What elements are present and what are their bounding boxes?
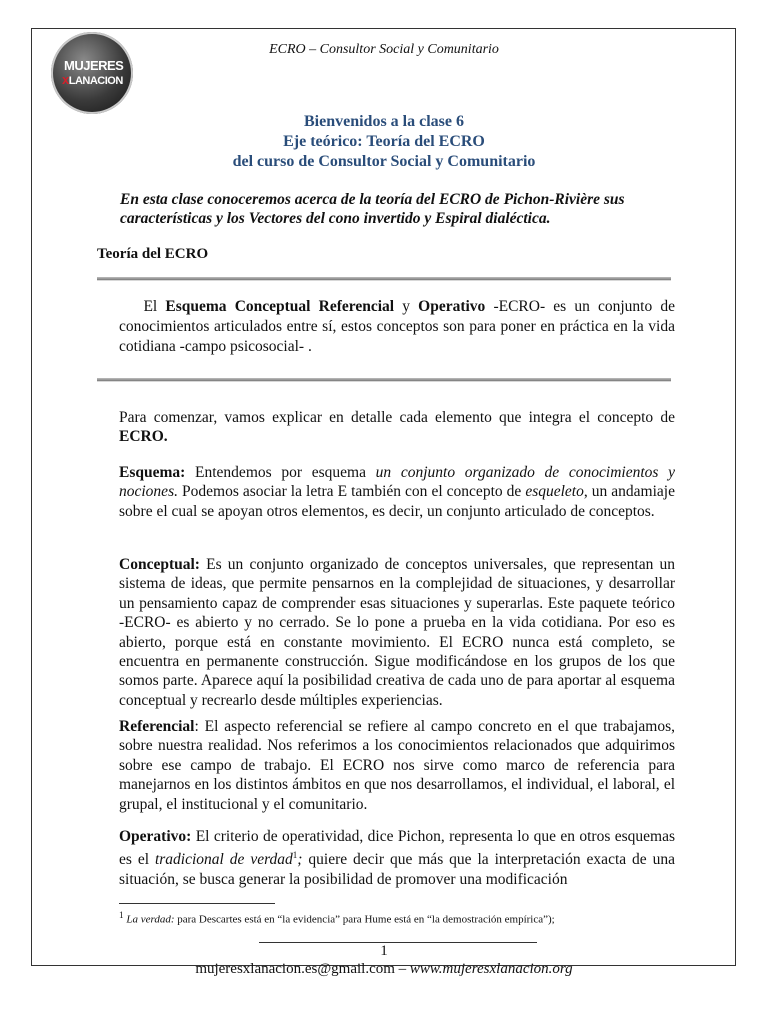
paragraph-conceptual: Conceptual: Es un conjunto organizado de conceptos universales, que representan un sistema de ideas, que permite pensarnos en la complejidad de situaciones, y desarrollar un pensamiento capaz de comprender esas situaciones y superarlas. Este paquete teórico -ECRO- es abierto y no cerrado. Se lo pone a prueba en la vida cotidiana. Por eso es abierto, porque está en constante movimiento. El ECRO nunca está completo, se encuentra en permanente construcción. Sigue modificándose en los grupos de los que somos parte. Aparece aquí la posibilidad creativa de cada uno de para aportar al esquema conceptual y recrearlo desde múltiples experiencias.: [119, 556, 675, 709]
title-line-2: Eje teórico: Teoría del ECRO: [283, 133, 485, 150]
intro-paragraph: En esta clase conoceremos acerca de la teoría del ECRO de Pichon-Rivière sus características y los Vectores del cono invertido y Espiral dialéctica.: [120, 191, 625, 227]
page-header-title: ECRO – Consultor Social y Comunitario: [269, 42, 499, 57]
footer-email[interactable]: mujeresxlanacion.es@gmail.com: [195, 961, 395, 977]
page-footer: mujeresxlanacion.es@gmail.com – www.mujeresxlanacion.org: [195, 961, 573, 977]
footnote-separator: [119, 903, 275, 904]
paragraph-referencial: Referencial: El aspecto referencial se refiere al campo concreto en el que trabajamos, sobre nuestra realidad. Nos referimos a los conocimientos relacionados que adquirimos sobre ese campo de trabajo. El ECRO nos sirve como marco de referencia para manejarnos en los distintos ámbitos en que nos desarrollamos, el individual, el laboral, el grupal, el institucional y el comunitario.: [119, 718, 675, 813]
page-number: 1: [380, 943, 388, 959]
footnote: $^1$ La verdad: para Descartes está en “la evidencia” para Hume está en “la demostración empírica”);: [119, 910, 555, 926]
footer-url[interactable]: www.mujeresxlanacion.org: [409, 961, 573, 977]
paragraph-operativo: Operativo: El criterio de operatividad, dice Pichon, representa lo que en otros esquemas es el tradicional de verdad$^1$; quiere decir que más que la interpretación exacta de una situación, se busca generar la posibilidad de promover una modificación: [119, 828, 675, 888]
section-heading: Teoría del ECRO: [97, 246, 209, 262]
definition-paragraph: El Esquema Conceptual Referencial y Operativo -ECRO- es un conjunto de conocimientos articulados entre sí, estos conceptos son para poner en práctica en la vida cotidiana -campo psicosocial- .: [119, 298, 676, 355]
divider-bottom: [97, 378, 671, 382]
title-line-1: Bienvenidos a la clase 6: [303, 113, 464, 130]
logo-text-top: MUJERES: [64, 58, 124, 73]
paragraph-esquema: Esquema: Entendemos por esquema un conjunto organizado de conocimientos y nociones. Podemos asociar la letra E también con el concepto de esqueleto, un andamiaje sobre el cual se apoyan otros elementos, es decir, un conjunto articulado de conceptos.: [119, 464, 675, 520]
lesson-titles: [0, 112, 768, 172]
divider-top: [97, 277, 671, 281]
title-line-3: del curso de Consultor Social y Comunitario: [232, 153, 536, 170]
paragraph-intro: Para comenzar, vamos explicar en detalle cada elemento que integra el concepto de ECRO.: [119, 409, 675, 446]
logo-text-bottom: xLANACION: [62, 72, 123, 87]
